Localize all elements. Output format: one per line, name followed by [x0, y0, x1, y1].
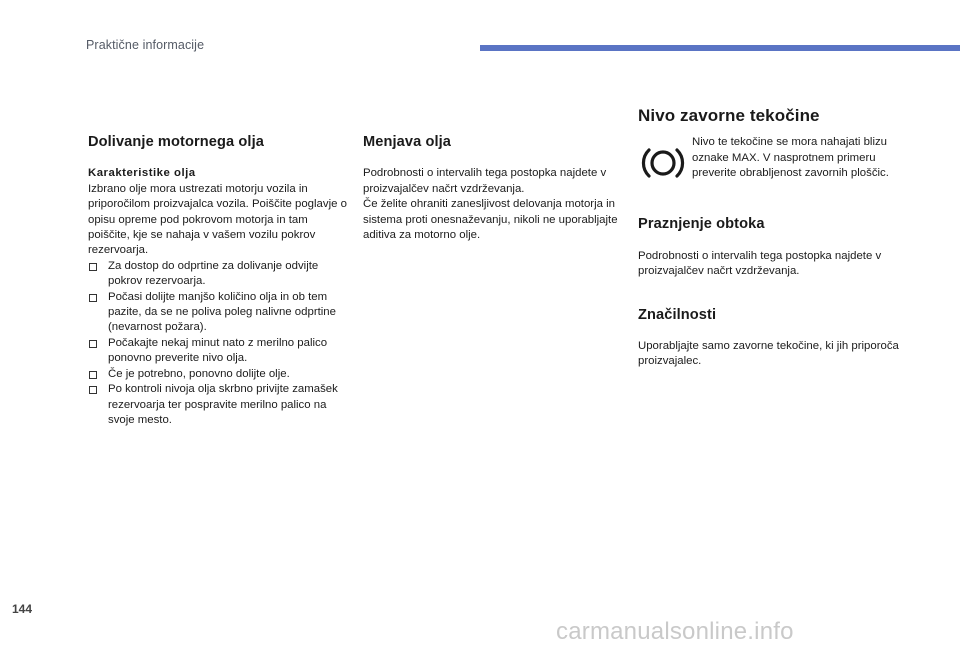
- column-oil-change: [363, 135, 625, 243]
- section-title-oil-change: Menjava olja: [363, 134, 451, 150]
- list-item: Počakajte nekaj minut nato z merilno palico ponovno preverite nivo olja.: [88, 336, 350, 367]
- oil-change-text-1: Podrobnosti o intervalih tega postopka najdete v proizvajalčev načrt vzdrževanja.: [363, 167, 607, 195]
- list-item: Če je potrebno, ponovno dolijte olje.: [88, 367, 350, 382]
- oil-intro-text: Izbrano olje mora ustrezati motorju vozila in priporočilom proizvajalca vozila. Poiščite poglavje o opisu opreme pod pokrovom motorja in tam poiščite, kje se nahaja v vašem vozilu pokrov rezervoarja.: [88, 182, 347, 257]
- specifications-text: Uporabljajte samo zavorne tekočine, ki jih priporoča proizvajalec.: [638, 340, 899, 368]
- oil-topup-steps: [88, 259, 350, 428]
- brake-warning-icon: [638, 141, 688, 185]
- list-item: Počasi dolijte manjšo količino olja in ob tem pazite, da se ne poliva poleg nalivne odprtine (nevarnost požara).: [88, 290, 350, 336]
- column-brake-fluid: [638, 108, 900, 370]
- page-number: 144: [12, 602, 33, 616]
- column-engine-oil-topup: [88, 135, 350, 428]
- list-item: Za dostop do odprtine za dolivanje odvijte pokrov rezervoarja.: [88, 259, 350, 290]
- subtitle-oil-characteristics: Karakteristike olja: [88, 167, 196, 180]
- brake-warning-text: Nivo te tekočine se mora nahajati blizu oznake MAX. V nasprotnem primeru preverite obrabljenost zavornih ploščic.: [692, 136, 889, 180]
- header-accent-bar: [480, 45, 960, 51]
- oil-change-text-2: Če želite ohraniti zanesljivost delovanja motorja in sistema proti onesnaževanju, nikoli ne uporabljajte aditiva za motorno olje.: [363, 198, 618, 242]
- section-title-specifications: Značilnosti: [638, 306, 717, 323]
- section-title-flush: Praznjenje obtoka: [638, 216, 765, 233]
- section-title-brake-fluid: Nivo zavorne tekočine: [638, 106, 820, 125]
- section-label: Praktične informacije: [86, 38, 205, 52]
- list-item: Po kontroli nivoja olja skrbno privijte zamašek rezervoarja ter pospravite merilno palico na svoje mesto.: [88, 382, 350, 428]
- brake-warning-block: [638, 135, 900, 185]
- section-title-oil-topup: Dolivanje motornega olja: [88, 134, 264, 150]
- watermark: carmanualsonline.info: [556, 618, 794, 645]
- flush-text: Podrobnosti o intervalih tega postopka najdete v proizvajalčev načrt vzdrževanja.: [638, 249, 882, 278]
